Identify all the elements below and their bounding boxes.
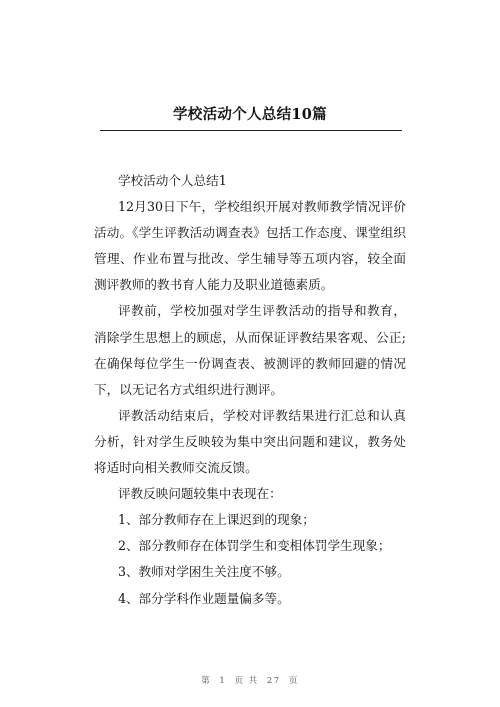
- total-page-count: 27: [266, 676, 281, 686]
- section-heading: 学校活动个人总结1: [117, 173, 227, 188]
- document-title: 学校活动个人总结10篇: [173, 106, 327, 123]
- document-body: [94, 168, 406, 612]
- current-page-number: 1: [219, 676, 227, 686]
- paragraph: 12月30日下午，学校组织开展对教师教学情况评价活动。《学生评教活动调查表》包括工作态度、课堂组织管理、作业布置与批改、学生辅导等五项内容，较全面测评教师的教书育人能力及职业道德素质。: [94, 199, 406, 293]
- page-label-prefix: 第: [201, 676, 212, 686]
- page-label-suffix: 页: [288, 676, 299, 686]
- paragraph: 评教反映问题较集中表现在：: [117, 486, 282, 502]
- list-item: 4、部分学科作业题量偏多等。: [117, 590, 290, 606]
- list-item: 2、部分教师存在体罚学生和变相体罚学生现象；: [117, 538, 391, 554]
- page-footer: [0, 674, 500, 686]
- list-item: 3、教师对学困生关注度不够。: [117, 564, 290, 580]
- paragraph: 评教活动结束后，学校对评教结果进行汇总和认真分析，针对学生反映较为集中突出问题和建议，教务处将适时向相关教师交流反馈。: [94, 407, 406, 476]
- page-label-middle: 页 共: [234, 676, 259, 686]
- paragraph: 评教前，学校加强对学生评教活动的指导和教育，消除学生思想上的顾虑，从而保证评教结果客观、公正;在确保每位学生一份调查表、被测评的教师回避的情况下，以无记名方式组织进行测评。: [94, 303, 406, 397]
- list-item: 1、部分教师存在上课迟到的现象；: [117, 512, 315, 528]
- title-divider: [100, 130, 402, 131]
